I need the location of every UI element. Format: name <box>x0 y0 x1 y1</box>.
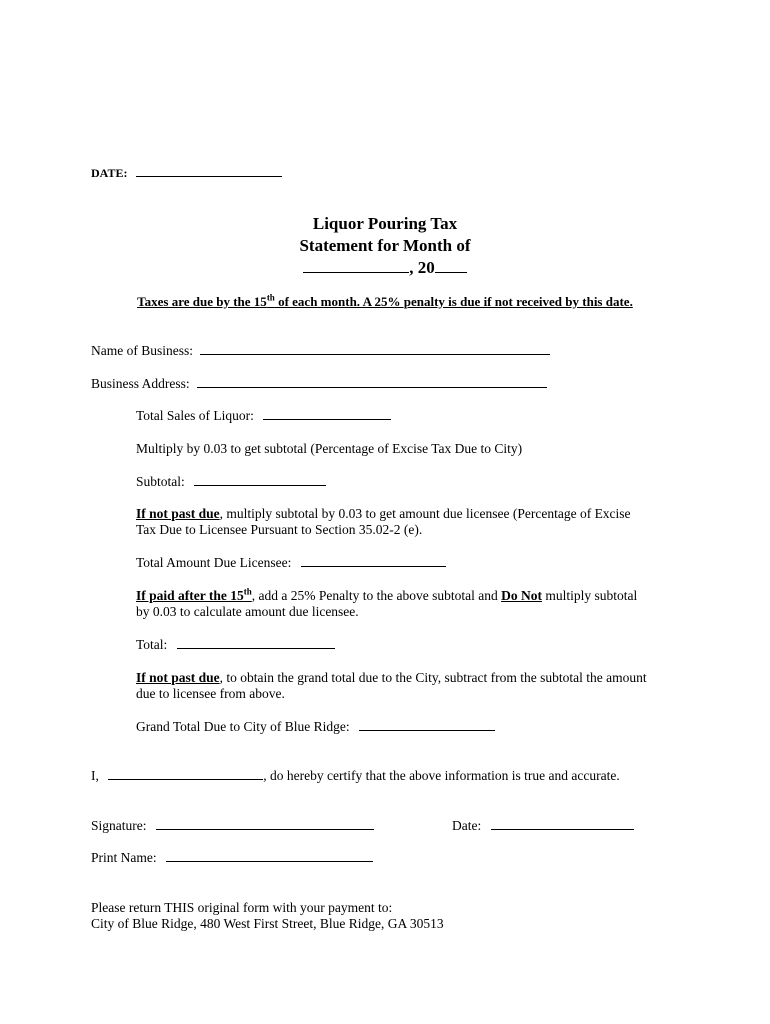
return-address: City of Blue Ridge, 480 West First Street, Blue Ridge, GA 30513 <box>91 916 444 931</box>
grand-total-row <box>136 719 495 735</box>
not-past-due-emphasis-2: If not past due <box>136 670 220 685</box>
total-due-licensee-label: Total Amount Due Licensee: <box>136 555 292 570</box>
certification-row <box>91 768 620 784</box>
paid-after-sup: th <box>243 586 252 597</box>
paid-after-emphasis-text: If paid after the 15 <box>136 588 244 603</box>
business-address-row <box>91 376 547 392</box>
print-name-row <box>91 850 373 866</box>
form-title-line1: Liquor Pouring Tax <box>312 214 458 233</box>
certify-prefix: I, <box>91 768 99 783</box>
subtotal-label: Subtotal: <box>136 474 185 489</box>
paid-after-emphasis <box>136 588 252 603</box>
not-past-due-instruction-2 <box>136 670 647 686</box>
business-address-field[interactable] <box>197 376 547 388</box>
date-label: DATE: <box>91 166 128 180</box>
month-field[interactable] <box>303 258 409 273</box>
total-sales-label: Total Sales of Liquor: <box>136 408 254 423</box>
total-due-licensee-row <box>136 555 446 571</box>
subtotal-field[interactable] <box>194 474 326 486</box>
notice-sup: th <box>266 292 275 303</box>
notice-text-a: Taxes are due by the 15 <box>137 294 267 309</box>
date-row <box>91 165 282 181</box>
total-label: Total: <box>136 637 168 652</box>
notice-text-b: of each month. A 25% penalty is due if not received by this date. <box>274 294 633 309</box>
not-past-due-text: , multiply subtotal by 0.03 to get amount due licensee (Percentage of Excise <box>219 506 631 521</box>
total-field[interactable] <box>177 637 335 649</box>
signature-row <box>91 818 374 834</box>
paid-after-mid: , add a 25% Penalty to the above subtotal and <box>251 588 502 603</box>
not-past-due-instruction-2-line2: due to licensee from above. <box>136 686 285 701</box>
print-name-field[interactable] <box>166 850 373 862</box>
business-address-label: Business Address: <box>91 376 190 391</box>
print-name-label: Print Name: <box>91 850 157 865</box>
signature-label: Signature: <box>91 818 147 833</box>
grand-total-field[interactable] <box>359 719 495 731</box>
total-sales-field[interactable] <box>263 408 391 420</box>
form-title-line3 <box>0 257 770 278</box>
name-of-business-label: Name of Business: <box>91 343 193 358</box>
grand-total-label: Grand Total Due to City of Blue Ridge: <box>136 719 350 734</box>
total-due-licensee-field[interactable] <box>301 555 446 567</box>
date2-label: Date: <box>452 818 482 833</box>
not-past-due-instruction-1 <box>136 506 631 522</box>
not-past-due-text-2: , to obtain the grand total due to the City, subtract from the subtotal the amount <box>219 670 647 685</box>
not-past-due-emphasis: If not past due <box>136 506 220 521</box>
total-row <box>136 637 335 653</box>
name-of-business-row <box>91 343 550 359</box>
signature-field[interactable] <box>156 818 374 830</box>
certify-name-field[interactable] <box>108 768 263 780</box>
do-not-emphasis: Do Not <box>501 588 542 603</box>
return-instruction-line1: Please return THIS original form with your payment to: <box>91 900 393 915</box>
certify-suffix: , do hereby certify that the above information is true and accurate. <box>263 768 620 783</box>
due-notice <box>0 294 770 310</box>
form-title-line2: Statement for Month of <box>299 236 471 255</box>
total-sales-row <box>136 408 391 424</box>
subtotal-row <box>136 474 326 490</box>
paid-after-instruction <box>136 588 637 604</box>
year-prefix: , 20 <box>409 258 435 277</box>
year-field[interactable] <box>435 258 467 273</box>
paid-after-instruction-line2: by 0.03 to calculate amount due licensee. <box>136 604 359 619</box>
date-field[interactable] <box>136 165 282 177</box>
date2-row <box>452 818 634 834</box>
multiply-instruction: Multiply by 0.03 to get subtotal (Percentage of Excise Tax Due to City) <box>136 441 523 456</box>
date2-field[interactable] <box>491 818 634 830</box>
not-past-due-instruction-1-line2: Tax Due to Licensee Pursuant to Section 35.02-2 (e). <box>136 522 423 537</box>
name-of-business-field[interactable] <box>200 343 550 355</box>
paid-after-end: multiply subtotal <box>541 588 638 603</box>
